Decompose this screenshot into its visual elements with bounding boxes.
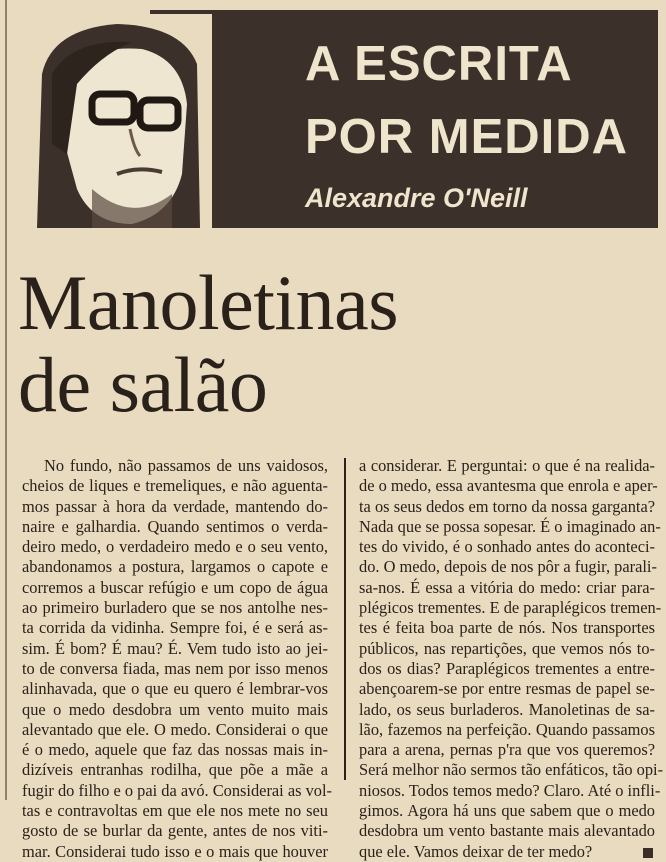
article-text-line: que ele. Vamos deixar de ter medo? [359,841,593,861]
column-divider [344,458,346,780]
article-text-line: tas e contravoltas em que ele nos mete no seu [22,801,328,821]
author-portrait [22,14,212,228]
article-column-1 [22,456,332,862]
article-text-line: ta corrida da vidinha. Sempre foi, é e será as- [22,618,328,638]
article-text-line: gimos. Agora há uns que sabem que o medo [359,801,655,821]
article-text-line: plégicos trementes. E de paraplégicos tremen- [359,598,662,618]
headline-line1: Manoletinas [18,259,399,346]
article-text-line: Nada que se possa sopesar. É o imaginado an- [359,516,661,536]
article-headline [18,259,399,428]
article-text-line: cheios de liques e tremeliques, e não aguenta- [22,476,328,496]
article-text-line: to de conversa fiada, mas nem por isso menos [22,658,328,678]
article-text-line: naire e galhardia. Quando sentimos o verda- [22,516,328,536]
article-text-line: No fundo, não passamos de uns vaidosos, [44,456,328,475]
article-text-line: niosos. Todos temos medo? Claro. Até o infli- [359,780,661,800]
column-title-line1: A ESCRITA [305,37,573,91]
end-of-article-mark-icon [643,848,653,858]
article-text-line: tes é feita boa parte de nós. Nos transportes [359,618,655,638]
article-text-line: corremos a buscar refúgio e um copo de água [22,577,328,597]
article-text-line: mos passar à hora da verdade, mantendo do- [22,496,328,516]
article-text-line: dos os dias? Paraplégicos trementes a entre- [359,658,655,678]
author-name: Alexandre O'Neill [305,183,528,213]
column-title-line2: POR MEDIDA [305,110,629,164]
article-text-line: Será melhor não sermos tão enfáticos, tão opi- [359,760,664,780]
article-text-line: para a arena, pernas p'ra que vos queremos? [359,740,655,760]
article-text-line: abençoarem-se por entre resmas de papel se- [359,679,655,699]
article-text-line: é o medo, aquele que faz das nossas mais in- [22,740,328,760]
article-text-line: gosto de se burlar da gente, antes de nos viti- [22,821,328,841]
page-edge-rule [5,0,7,800]
article-text-line: de o medo, essa avantesma que enrola e aper- [359,476,658,496]
article-text-line: lão, fazemos na perfeição. Quando passamos [359,719,655,739]
article-text-line: tes do vivido, é o sonhado antes do aconteci- [359,537,655,557]
article-column-2 [359,456,664,862]
article-text-line: abandonamos a postura, largamos o capote e [22,557,328,577]
article-text-line: que o medo desdobra um vento muito mais [22,699,328,719]
article-text-line: do. O medo, depois de nos pôr a fugir, parali- [359,557,657,577]
article-text-line: sa-nos. É essa a vitória do medo: criar para- [359,577,655,597]
article-text-line: mar. Considerai tudo isso e o mais que houver [22,841,328,861]
article-text-line: lado, os seus burladeros. Manoletinas de sa- [359,699,655,719]
article-text-line: alinhavada, que o que eu quero é lembrar-vos [22,679,328,699]
article-text-line: sim. É bom? É mau? É. Vem tudo isto ao jei- [22,638,328,658]
article-text-line: públicos, nas repartições, que vemos nós to- [359,638,655,658]
article-text-line: fugir do filho e o pai da avó. Considerai as vol- [22,780,332,800]
article-text-line: deiro medo, o verdadeiro medo e o seu vento, [22,537,328,557]
headline-line2: de salão [18,341,268,428]
article-text-line: dizíveis entranhas rodilha, que põe a mãe a [22,760,328,780]
article-text-line: desdobra um vento bastante mais alevantado [359,821,655,841]
article-text-line: a considerar. E perguntai: o que é na realida- [359,456,655,475]
article-text-line: alevantado que ele. O medo. Considerai o que [22,719,328,739]
article-text-line: ta os seus dedos em torno da nossa garganta? [359,496,655,516]
article-text-line: ao primeiro burladero que se nos antolhe nes- [22,598,328,618]
